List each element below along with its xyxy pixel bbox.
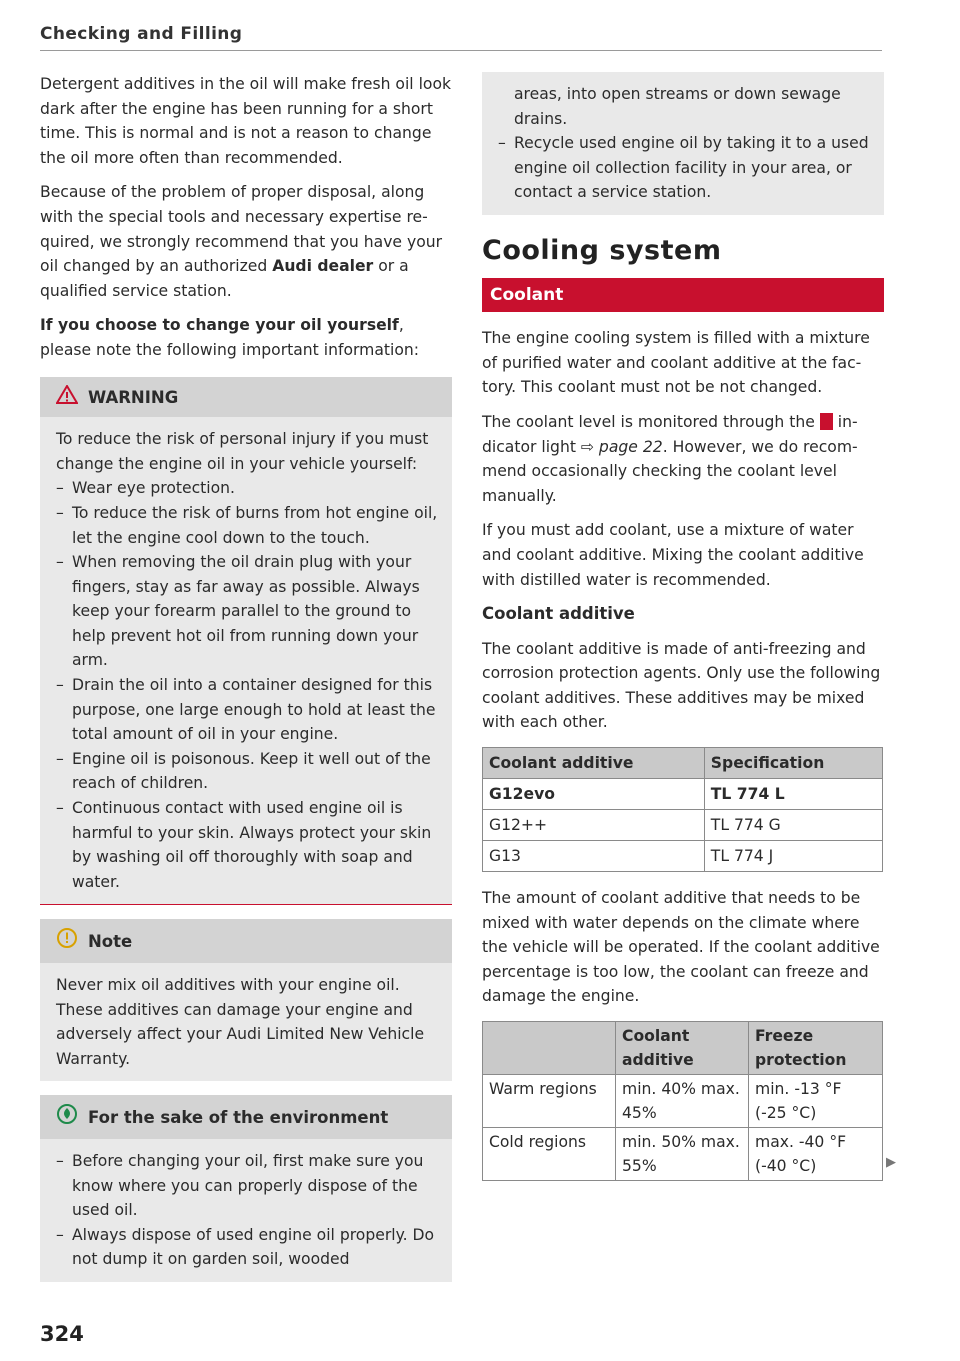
list-item: – Drain the oil into a container designed for this purpose, one large enough to hold at least the total amount of oil in your engine.	[56, 673, 440, 747]
warning-title: WARNING	[88, 387, 179, 407]
table-header	[483, 1022, 616, 1075]
list-item: – To reduce the risk of burns from hot engine oil, let the engine cool down to the touch.	[56, 501, 440, 550]
page-header	[40, 24, 882, 51]
warning-header	[40, 377, 452, 418]
list-item: – When removing the oil drain plug with your fingers, stay as far away as possible. Always keep your forearm parallel to the ground to help prevent hot oil from running down your arm.	[56, 550, 440, 673]
audi-dealer-text: Audi dealer	[272, 257, 374, 276]
subheading-coolant-additive: Coolant additive	[482, 604, 635, 624]
table-header-row	[483, 1022, 883, 1075]
environment-header	[40, 1095, 452, 1139]
right-column	[482, 72, 884, 1195]
table-header: Coolant additive	[616, 1022, 749, 1075]
table-cell: TL 774 J	[704, 841, 882, 872]
table-header: Coolant additive	[483, 748, 705, 779]
warning-list	[56, 476, 440, 894]
left-column	[40, 72, 452, 1282]
paragraph-mix-amount: The amount of coolant additive that needs to be mixed with water depends on the climate where the vehicle will be operated. If the coolant additive percentage is too low, the coolant can freeze and damage the engine.	[482, 889, 880, 1006]
paragraph-cooling-system: The engine cooling system is filled with a mixture of purified water and coolant additive at the factory. This coolant must not be not changed.	[482, 329, 870, 397]
table-header: Freeze protection	[749, 1022, 883, 1075]
list-item: – Always dispose of used engine oil properly. Do not dump it on garden soil, wooded	[56, 1223, 440, 1272]
table-cell: G12evo	[483, 779, 705, 810]
table-cell: TL 774 L	[704, 779, 882, 810]
list-item: – Recycle used engine oil by taking it to a used engine oil collection facility in your area, or contact a service station.	[498, 131, 872, 205]
table-cell: Cold regions	[483, 1128, 616, 1181]
paragraph-disposal: Because of the problem of proper disposal, along with the special tools and necessary expertise required, we strongly recommend that you have your oil changed by an authorized Audi dealer or a qualified service station.	[40, 183, 443, 300]
page-reference-link[interactable]: ⇨ page 22	[580, 437, 663, 456]
paragraph-self-change: If you choose to change your oil yourself, please note the following important information:	[40, 316, 420, 359]
table-row	[483, 1128, 883, 1181]
continue-arrow-icon: ▶	[886, 1155, 896, 1170]
table-row	[483, 1075, 883, 1128]
section-title: Cooling system	[482, 234, 722, 266]
page-number: 324	[40, 1322, 84, 1346]
header-title: Checking and Filling	[40, 24, 243, 44]
table-cell: G12++	[483, 810, 705, 841]
environment-title: For the sake of the environment	[88, 1107, 389, 1127]
warning-box	[40, 377, 452, 906]
table-cell: TL 774 G	[704, 810, 882, 841]
table-header-row	[483, 748, 883, 779]
paragraph-detergent: Detergent additives in the oil will make fresh oil look dark after the engine has been running for a short time. This is normal and is not a reason to change the oil more often than recommended.	[40, 75, 452, 167]
paragraph-add-coolant: If you must add coolant, use a mixture of water and coolant additive. Mixing the coolant additive with distilled water is recommended.	[482, 521, 864, 589]
environment-box-continued	[482, 72, 884, 215]
warning-intro: To reduce the risk of personal injury if you must change the engine oil in your vehicle yourself:	[56, 430, 429, 473]
environment-box	[40, 1095, 452, 1282]
table-cell: min. 50% max. 55%	[616, 1128, 749, 1181]
environment-continued-text: areas, into open streams or down sewage drains.	[514, 85, 841, 128]
note-header	[40, 919, 452, 963]
note-box	[40, 919, 452, 1081]
table-row	[483, 779, 883, 810]
environment-list	[56, 1149, 440, 1272]
paragraph-coolant-level: The coolant level is monitored through the indicator light ⇨ page 22. However, we do recommend occasionally checking the coolant level manually.	[482, 412, 858, 505]
table-cell: min. 40% max. 45%	[616, 1075, 749, 1128]
paragraph-coolant-additive: The coolant additive is made of anti-freezing and corrosion protection agents. Only use the following coolant additives. These additives may be mixed with each other.	[482, 639, 881, 732]
note-title: Note	[88, 931, 133, 951]
note-text: Never mix oil additives with your engine oil. These additives can damage your engine and adversely affect your Audi Limited New Vehicle Warranty.	[56, 976, 425, 1068]
note-icon	[56, 927, 78, 957]
coolant-indicator-icon	[820, 413, 833, 430]
table-cell: min. -13 °F (-25 °C)	[749, 1075, 883, 1128]
environment-icon	[56, 1103, 78, 1133]
list-item: – Before changing your oil, first make sure you know where you can properly dispose of the used oil.	[56, 1149, 440, 1223]
table-row	[483, 841, 883, 872]
list-item: – Continuous contact with used engine oil is harmful to your skin. Always protect your skin by washing oil off thoroughly with soap and water.	[56, 796, 440, 894]
table-cell: Warm regions	[483, 1075, 616, 1128]
freeze-protection-table	[482, 1021, 883, 1181]
table-row	[483, 810, 883, 841]
table-cell: max. -40 °F (-40 °C)	[749, 1128, 883, 1181]
warning-triangle-icon	[56, 385, 78, 412]
environment-continued-list	[498, 131, 872, 205]
list-item: – Wear eye protection.	[56, 476, 440, 501]
table-cell: G13	[483, 841, 705, 872]
table-header: Specification	[704, 748, 882, 779]
coolant-banner: Coolant	[482, 278, 884, 313]
coolant-additive-table	[482, 747, 883, 872]
list-item: – Engine oil is poisonous. Keep it well out of the reach of children.	[56, 747, 440, 796]
